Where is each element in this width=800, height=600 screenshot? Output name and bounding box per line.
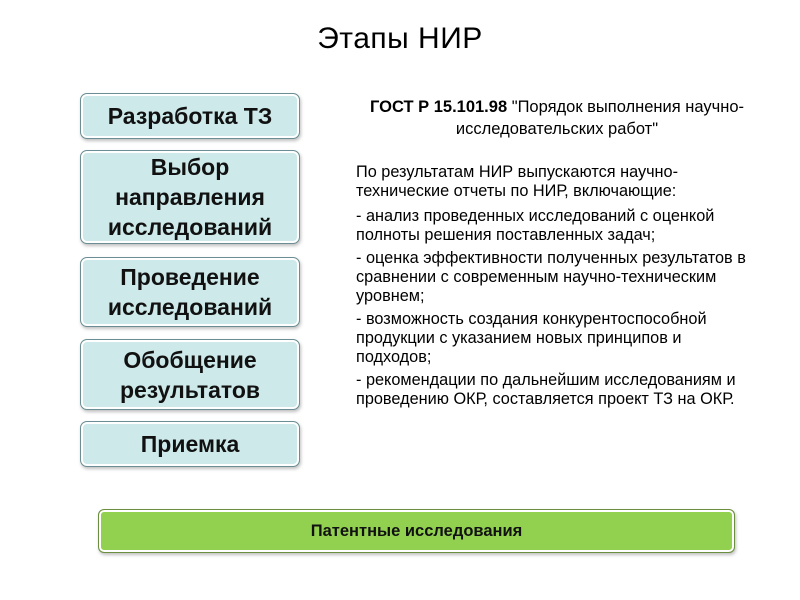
stage-box-conducting-research [80,257,300,327]
description-block [356,163,756,413]
stage-box-summarizing-results [80,339,300,410]
stage-label: Приемка [140,431,240,457]
gost-code: ГОСТ Р 15.101.98 [369,98,508,116]
description-item: - анализ проведенных исследований с оценкой полноты решения поставленных задач; [356,207,715,244]
slide-title: Этапы НИР [317,22,483,55]
description-item: - оценка эффективности полученных результатов в сравнении с современным научно-техническим уровнем; [356,249,746,305]
description-item: - рекомендации по дальнейшим исследованиям и проведению ОКР, составляется проект ТЗ на ОКР. [356,371,736,408]
stage-box-direction-choice [80,150,300,244]
patent-label: Патентные исследования [310,521,523,540]
gost-name: "Порядок выполнения научно-исследовательских работ" [455,98,745,138]
description-item: - возможность создания конкурентоспособной продукции с указанием новых принципов и подходов; [356,310,707,366]
stage-label: Выбор направления исследований [107,154,273,240]
stage-label: Обобщение результатов [119,346,261,403]
stage-box-acceptance [80,421,300,467]
patent-research-bar [98,509,735,553]
stage-box-tz-development [80,93,300,139]
stage-label: Разработка ТЗ [107,103,273,129]
stage-label: Проведение исследований [107,264,273,320]
gost-reference [352,96,762,140]
description-intro: По результатам НИР выпускаются научно-технические отчеты по НИР, включающие: [356,163,679,200]
